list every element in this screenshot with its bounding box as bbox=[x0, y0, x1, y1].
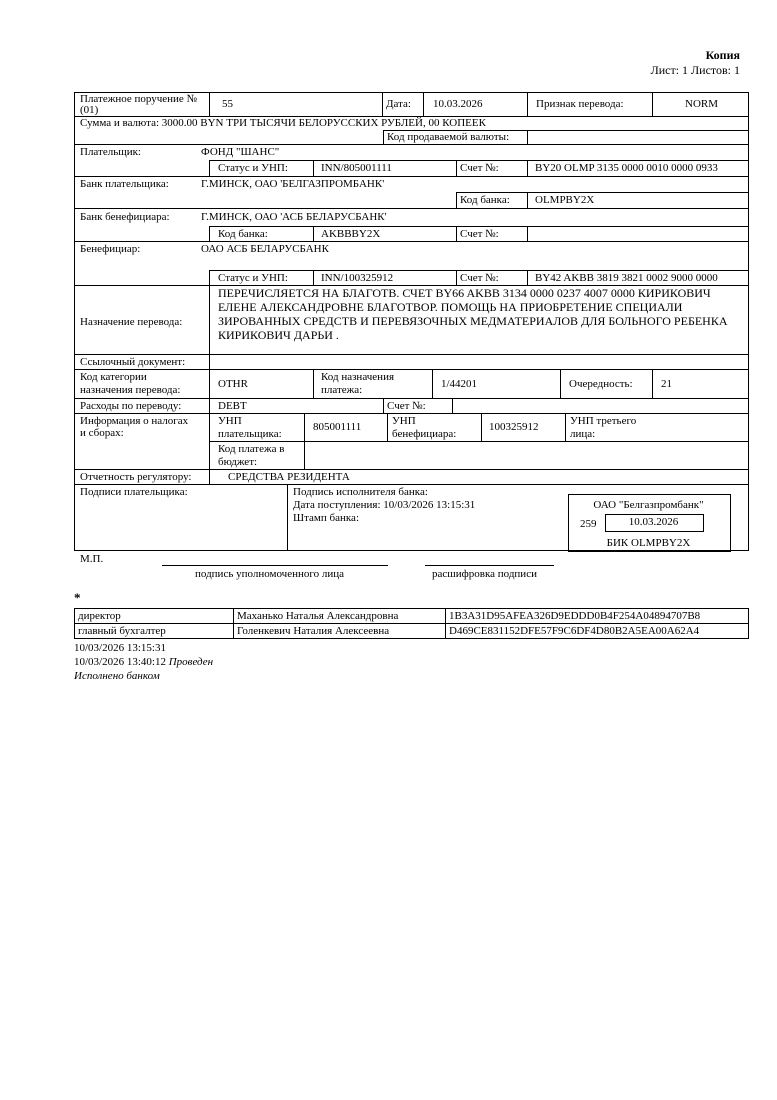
beneficiary-bank-name: Г.МИНСК, ОАО 'АСБ БЕЛАРУСБАНК' bbox=[201, 211, 387, 223]
expenses-label: Расходы по переводу: bbox=[80, 400, 182, 412]
payer-bank-code-label: Код банка: bbox=[460, 194, 510, 206]
transfer-sign-label: Признак перевода: bbox=[536, 98, 624, 110]
stamp-bik: БИК OLMPBY2X bbox=[606, 537, 691, 549]
payer-signatures-label: Подписи плательщика: bbox=[80, 486, 188, 498]
beneficiary-status-label: Статус и УНП: bbox=[218, 272, 288, 284]
log-received: 10/03/2026 13:15:31 bbox=[74, 642, 166, 654]
payer-status: INN/805001111 bbox=[321, 162, 392, 174]
category-value: OTHR bbox=[218, 378, 248, 390]
table-row bbox=[75, 609, 749, 624]
signer-key: D469CE831152DFE57F9C6DF4D80B2A5EA00A62A4 bbox=[446, 624, 749, 639]
sold-currency-label: Код продаваемой валюты: bbox=[387, 131, 510, 143]
signer-role: директор bbox=[75, 609, 234, 624]
beneficiary-unp-label: бенефициара: bbox=[392, 428, 457, 440]
beneficiary-account-label: Счет №: bbox=[460, 272, 499, 284]
transfer-sign-value: NORM bbox=[685, 98, 719, 110]
payer-bank-name: Г.МИНСК, ОАО 'БЕЛГАЗПРОМБАНК' bbox=[201, 178, 385, 190]
decoding-caption: расшифровка подписи bbox=[432, 568, 537, 580]
signers-table bbox=[74, 608, 749, 639]
priority-value: 21 bbox=[661, 378, 672, 390]
beneficiary-label: Бенефициар: bbox=[80, 243, 141, 255]
purpose-line: ЗИРОВАННЫХ СРЕДСТВ И ПЕРЕВЯЗОЧНЫХ МЕДМАТЕРИАЛОВ ДЛЯ БОЛЬНОГО РЕБЕНКА bbox=[218, 314, 728, 328]
expenses-account-label: Счет №: bbox=[387, 400, 426, 412]
priority-label: Очередность: bbox=[569, 378, 633, 390]
beneficiary-bank-code: AKBBBY2X bbox=[321, 228, 381, 240]
beneficiary-status: INN/100325912 bbox=[321, 272, 394, 284]
stamp-label: Штамп банка: bbox=[293, 512, 359, 524]
reference-doc-label: Ссылочный документ: bbox=[80, 356, 186, 368]
payer-unp-value: 805001111 bbox=[313, 421, 362, 433]
third-party-unp-label: лица: bbox=[570, 428, 596, 440]
order-date: 10.03.2026 bbox=[433, 98, 483, 110]
budget-code-label: Код платежа в bbox=[218, 443, 285, 455]
purpose-code-label: Код назначения bbox=[321, 371, 395, 383]
regulator-value: СРЕДСТВА РЕЗИДЕНТА bbox=[228, 471, 350, 483]
purpose-line: ЕЛЕНЕ АЛЕКСАНДРОВНЕ БЛАГОТВОР. ПОМОЩЬ НА ПРИОБРЕТЕНИЕ СПЕЦИАЛИ bbox=[218, 300, 683, 314]
payer-bank-label: Банк плательщика: bbox=[80, 178, 169, 190]
beneficiary-bank-account-label: Счет №: bbox=[460, 228, 499, 240]
category-label: назначения перевода: bbox=[80, 384, 181, 396]
taxes-label: и сборах: bbox=[80, 427, 124, 439]
authorized-signature-caption: подпись уполномоченного лица bbox=[195, 568, 344, 580]
stamp-branch: 259 bbox=[580, 518, 597, 530]
beneficiary-bank-label: Банк бенефициара: bbox=[80, 211, 170, 223]
payer-unp-label: УНП bbox=[218, 415, 242, 427]
third-party-unp-label: УНП третьего bbox=[570, 415, 637, 427]
payer-status-label: Статус и УНП: bbox=[218, 162, 288, 174]
expenses-value: DEBT bbox=[218, 400, 247, 412]
purpose-line: КИРИКОВИЧ ДАРЬИ . bbox=[218, 328, 339, 342]
payer-label: Плательщик: bbox=[80, 146, 141, 158]
executor-signature-label: Подпись исполнителя банка: bbox=[293, 486, 428, 498]
sheets-count: Лист: 1 Листов: 1 bbox=[650, 63, 740, 77]
seal-place-label: М.П. bbox=[80, 553, 104, 565]
order-title: Платежное поручение № bbox=[80, 93, 198, 105]
authorized-signature-line bbox=[162, 565, 388, 566]
signer-key: 1B3A31D95AFEA326D9EDDD0B4F254A04894707B8 bbox=[446, 609, 749, 624]
purpose-line: ПЕРЕЧИСЛЯЕТСЯ НА БЛАГОТВ. СЧЕТ BY66 AKBB 3134 0000 0237 4007 0000 КИРИКОВИЧ bbox=[218, 286, 711, 300]
log-processed bbox=[74, 656, 213, 668]
beneficiary-unp-label: УНП bbox=[392, 415, 416, 427]
beneficiary-account: BY42 AKBB 3819 3821 0002 9000 0000 bbox=[535, 272, 718, 284]
log-processed-status: Проведен bbox=[168, 656, 214, 668]
amount-text: Сумма и валюта: 3000.00 BYN ТРИ ТЫСЯЧИ БЕЛОРУССКИХ РУБЛЕЙ, 00 КОПЕЕК bbox=[80, 117, 486, 129]
purpose-code-value: 1/44201 bbox=[441, 378, 478, 390]
payer-unp-label: плательщика: bbox=[218, 428, 282, 440]
taxes-label: Информация о налогах bbox=[80, 415, 189, 427]
beneficiary-name: ОАО АСБ БЕЛАРУСБАНК bbox=[201, 243, 329, 255]
purpose-label: Назначение перевода: bbox=[80, 316, 183, 328]
payer-bank-code: OLMPBY2X bbox=[535, 194, 595, 206]
signer-name: Маханько Наталья Александровна bbox=[234, 609, 446, 624]
stamp-date: 10.03.2026 bbox=[628, 516, 679, 528]
order-code: (01) bbox=[80, 104, 99, 116]
signer-role: главный бухгалтер bbox=[75, 624, 234, 639]
beneficiary-unp-value: 100325912 bbox=[489, 421, 539, 433]
log-executed: Исполнено банком bbox=[74, 670, 160, 682]
order-number: 55 bbox=[222, 98, 233, 110]
regulator-label: Отчетность регулятору: bbox=[80, 471, 192, 483]
payer-account-label: Счет №: bbox=[460, 162, 499, 174]
date-label: Дата: bbox=[386, 98, 411, 110]
category-label: Код категории bbox=[80, 371, 147, 383]
purpose-code-label: платежа: bbox=[321, 384, 363, 396]
asterisk-mark: * bbox=[74, 590, 81, 605]
received-date: Дата поступления: 10/03/2026 13:15:31 bbox=[293, 499, 476, 511]
table-row bbox=[75, 624, 749, 639]
beneficiary-bank-code-label: Код банка: bbox=[218, 228, 268, 240]
stamp-bank-name: ОАО "Белгазпромбанк" bbox=[593, 499, 704, 511]
budget-code-label: бюджет: bbox=[218, 456, 258, 468]
log-processed-time: 10/03/2026 13:40:12 bbox=[74, 656, 166, 668]
payer-account: BY20 OLMP 3135 0000 0010 0000 0933 bbox=[535, 162, 718, 174]
decoding-signature-line bbox=[425, 565, 554, 566]
copy-label: Копия bbox=[705, 48, 740, 62]
signer-name: Голенкевич Наталия Алексеевна bbox=[234, 624, 446, 639]
payer-name: ФОНД "ШАНС" bbox=[201, 146, 280, 158]
